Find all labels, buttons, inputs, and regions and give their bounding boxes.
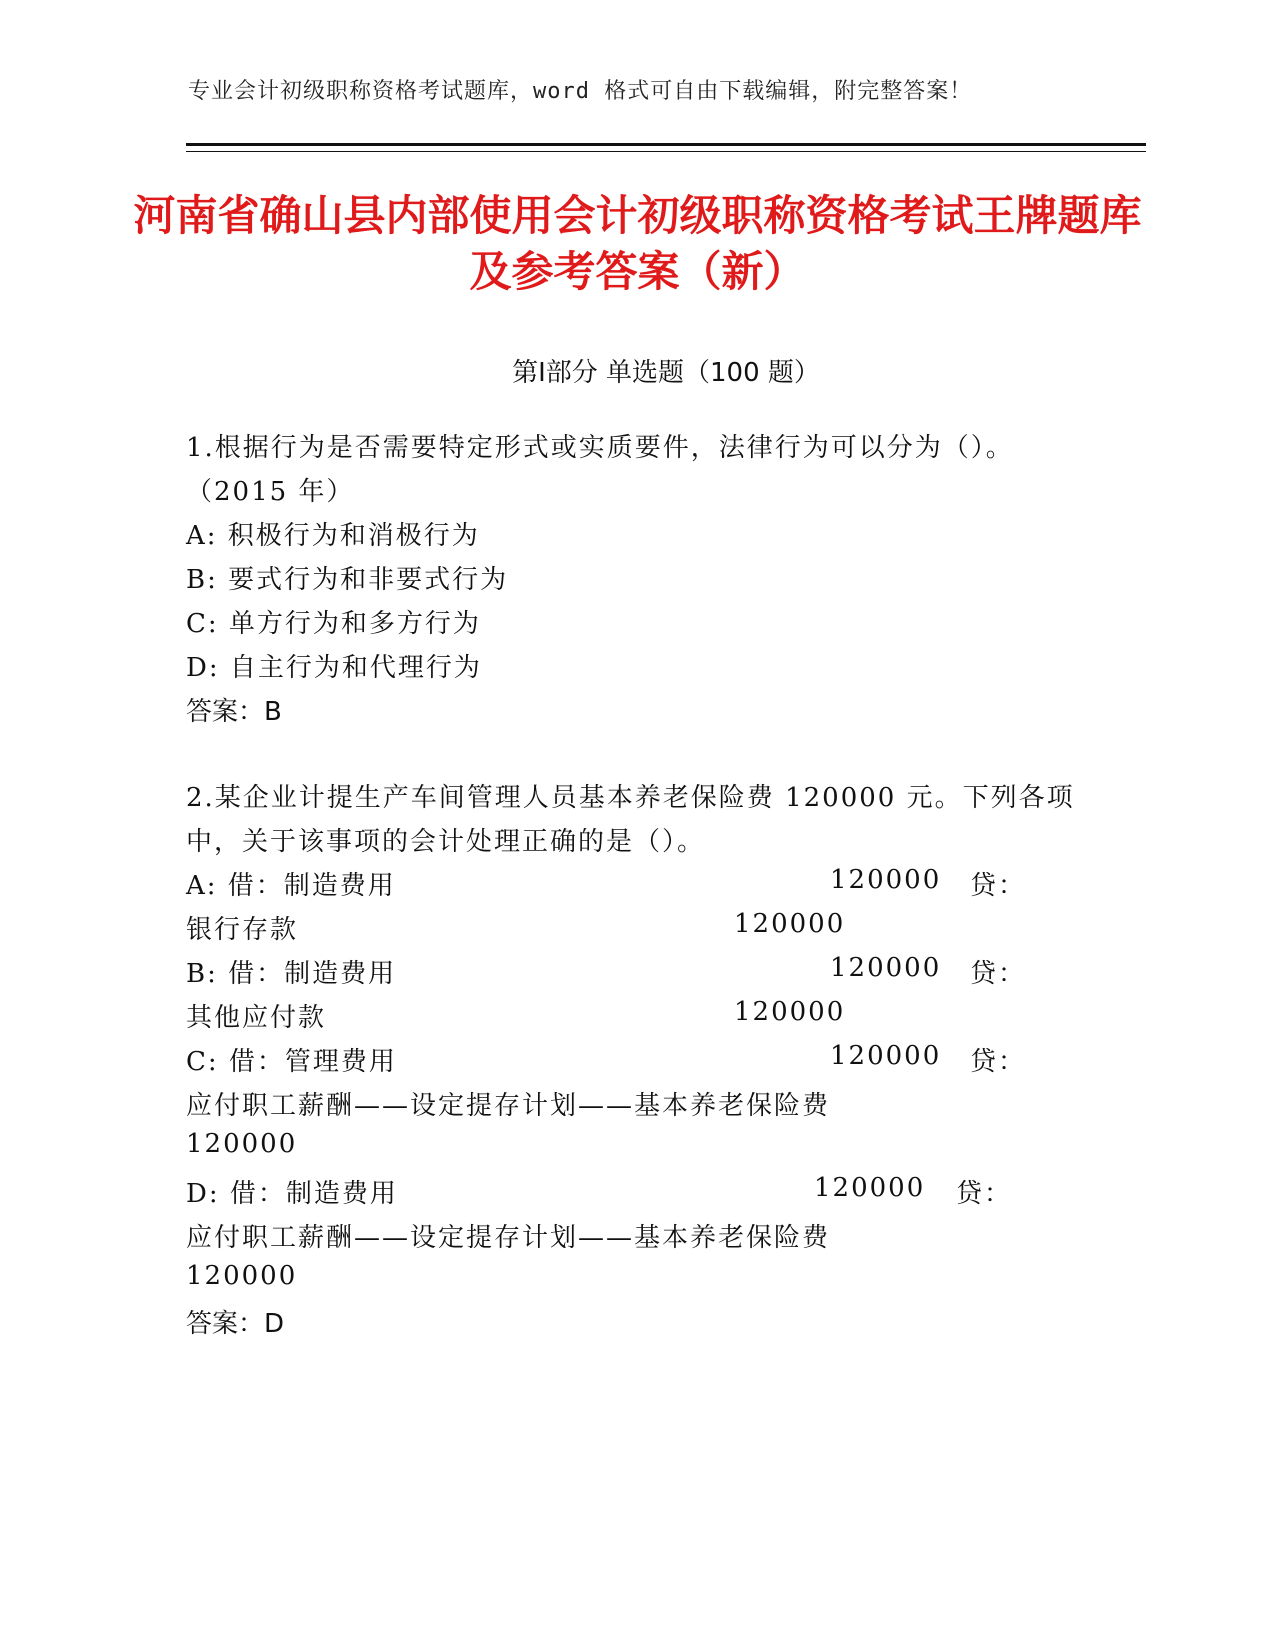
q1-option-b: B: 要式行为和非要式行为 xyxy=(186,565,509,595)
q2-option-d-credit-amount xyxy=(186,1261,1086,1297)
debit-label: B: 借：制造费用 xyxy=(186,959,397,989)
credit-account: 应付职工薪酬——设定提存计划——基本养老保险费 xyxy=(186,1223,831,1253)
debit-amount: 120000 xyxy=(830,1041,942,1071)
credit-label: 贷： xyxy=(956,1179,1013,1209)
credit-amount: 120000 xyxy=(186,1129,298,1159)
q2-option-c-debit xyxy=(186,1041,1086,1077)
debit-amount: 120000 xyxy=(830,865,942,895)
q2-option-c-credit xyxy=(186,1085,1086,1121)
q2-option-c-credit-amount xyxy=(186,1129,1086,1165)
debit-label: D: 借：制造费用 xyxy=(186,1179,398,1209)
credit-amount: 120000 xyxy=(734,997,846,1027)
q1-option-c: C: 单方行为和多方行为 xyxy=(186,609,481,639)
credit-account: 其他应付款 xyxy=(186,1003,327,1033)
document-title: 河南省确山县内部使用会计初级职称资格考试王牌题库及参考答案（新） xyxy=(133,191,1142,296)
credit-account: 银行存款 xyxy=(186,915,299,945)
debit-amount: 120000 xyxy=(814,1173,926,1203)
header-rule-thin xyxy=(186,151,1146,152)
credit-label: 贷： xyxy=(970,871,1027,901)
q1-stem-line1: 1.根据行为是否需要特定形式或实质要件，法律行为可以分为（）。 xyxy=(186,433,1014,463)
q2-option-b-credit xyxy=(186,997,1086,1033)
q2-option-b-debit xyxy=(186,953,1086,989)
header-note: 专业会计初级职称资格考试题库，word 格式可自由下载编辑，附完整答案！ xyxy=(188,79,973,104)
credit-account: 应付职工薪酬——设定提存计划——基本养老保险费 xyxy=(186,1091,831,1121)
q2-stem-line1: 2.某企业计提生产车间管理人员基本养老保险费 120000 元。下列各项 xyxy=(186,783,1075,813)
q1-option-a: A: 积极行为和消极行为 xyxy=(186,521,480,551)
q2-option-d-debit xyxy=(186,1173,1086,1209)
credit-label: 贷： xyxy=(970,1047,1027,1077)
credit-amount: 120000 xyxy=(186,1261,298,1291)
q2-option-a-debit xyxy=(186,865,1086,901)
credit-label: 贷： xyxy=(970,959,1027,989)
debit-label: C: 借：管理费用 xyxy=(186,1047,397,1077)
debit-label: A: 借：制造费用 xyxy=(186,871,396,901)
debit-amount: 120000 xyxy=(830,953,942,983)
q1-option-d: D: 自主行为和代理行为 xyxy=(186,653,482,683)
q2-answer: 答案：D xyxy=(186,1309,285,1339)
section-title: 第Ⅰ部分 单选题（100 题） xyxy=(512,358,820,388)
q2-stem-line2: 中，关于该事项的会计处理正确的是（）。 xyxy=(186,827,706,857)
q1-answer: 答案：B xyxy=(186,697,282,727)
q2-option-a-credit xyxy=(186,909,1086,945)
credit-amount: 120000 xyxy=(734,909,846,939)
header-rule-thick xyxy=(186,143,1146,146)
q2-option-d-credit xyxy=(186,1217,1086,1253)
q1-stem-line2: （2015 年） xyxy=(186,477,355,507)
